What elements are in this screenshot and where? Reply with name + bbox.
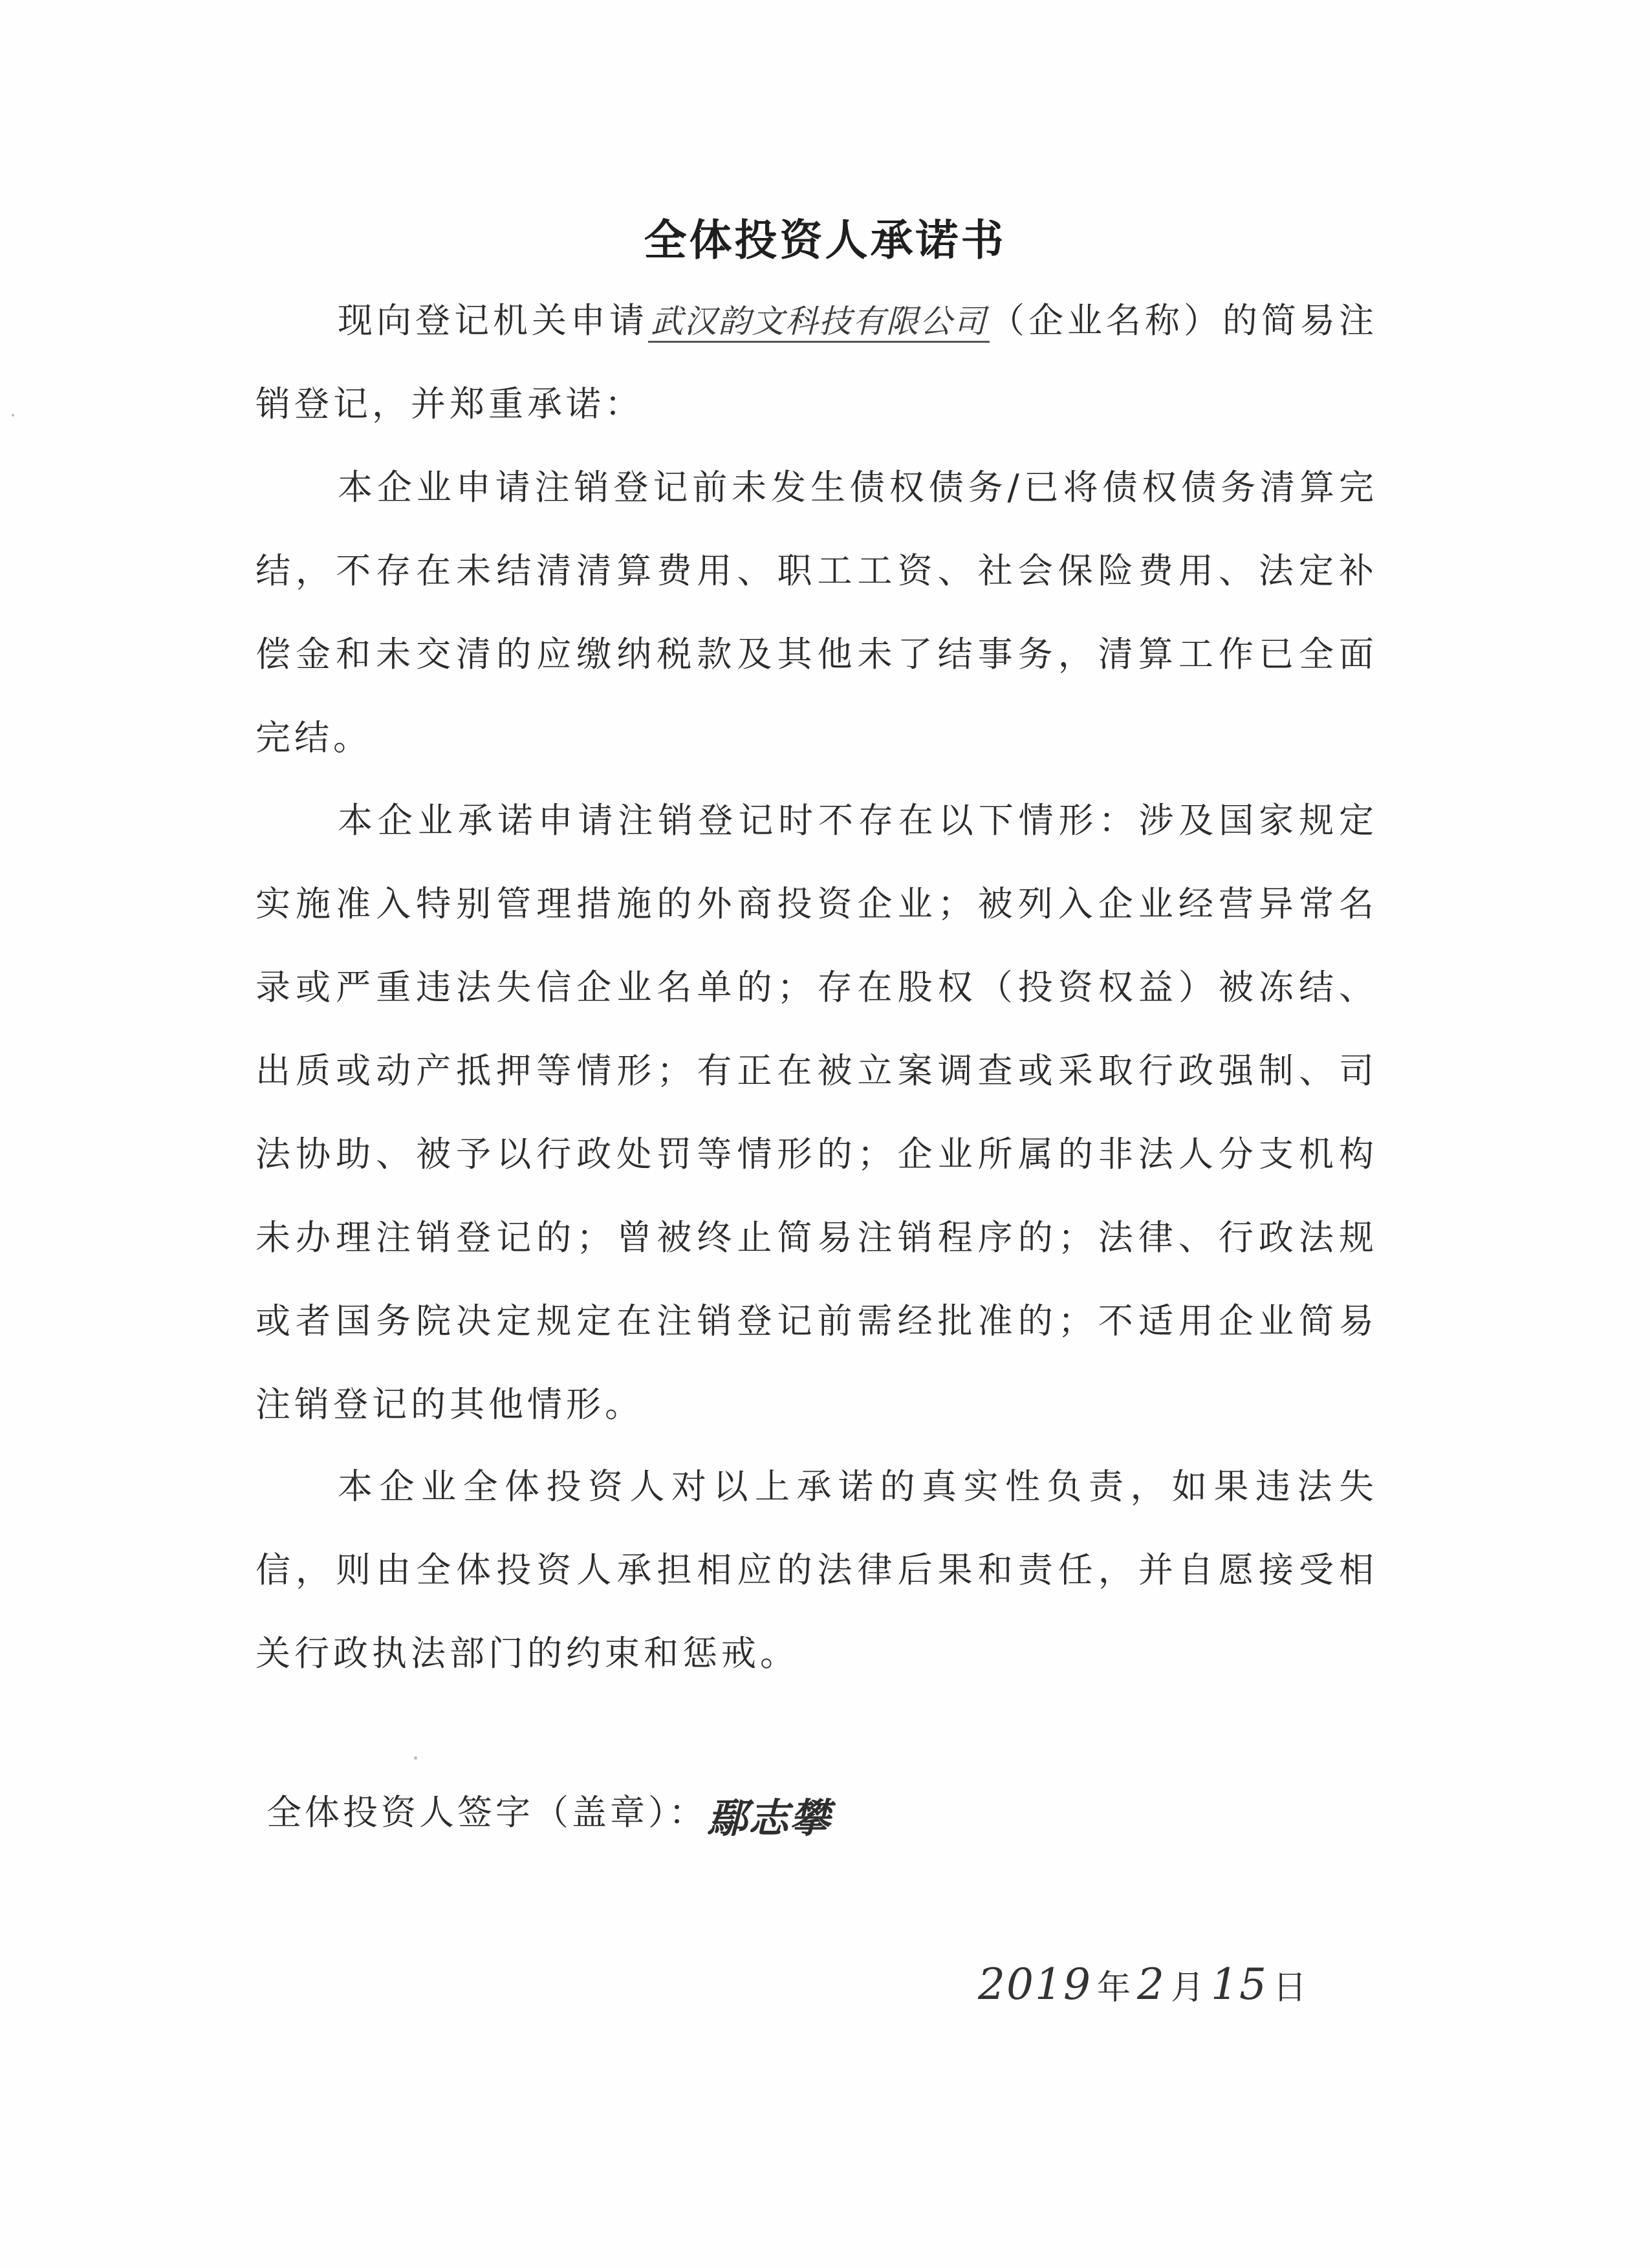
document-title: 全体投资人承诺书 bbox=[644, 215, 1006, 265]
date-month-char: 月 bbox=[1170, 1969, 1206, 2007]
paper-speck bbox=[12, 414, 14, 416]
paragraph-application-after: （企业名称）的简易注销登记，并郑重承诺： bbox=[255, 300, 1378, 424]
signature-line bbox=[266, 1785, 831, 1844]
signing-date bbox=[978, 1960, 1313, 2009]
date-year: 2019 bbox=[978, 1960, 1092, 2009]
date-year-char: 年 bbox=[1096, 1969, 1132, 2007]
paper-speck bbox=[414, 1756, 417, 1760]
date-day-char: 日 bbox=[1272, 1969, 1308, 2007]
paragraph-application bbox=[255, 279, 1378, 446]
paragraph-exclusions: 本企业承诺申请注销登记时不存在以下情形：涉及国家规定实施准入特别管理措施的外商投资企业；被列入企业经营异常名录或严重违法失信企业名单的；存在股权（投资权益）被冻结、出质或动产抵押等情形；有正在被立案调查或采取行政强制、司法协助、被予以行政处罚等情形的；企业所属的非法人分支机构未办理注销登记的；曾被终止简易注销程序的；法律、行政法规或者国务院决定规定在注销登记前需经批准的；不适用企业简易注销登记的其他情形。 bbox=[255, 800, 1378, 1425]
date-day: 15 bbox=[1211, 1960, 1268, 2009]
date-month: 2 bbox=[1136, 1960, 1166, 2009]
signature-label: 全体投资人签字（盖章）： bbox=[266, 1792, 707, 1833]
handwritten-signature: 鄢志攀 bbox=[707, 1794, 832, 1842]
paragraph-debts-settled: 本企业申请注销登记前未发生债权债务/已将债权债务清算完结，不存在未结清清算费用、职工工资、社会保险费用、法定补偿金和未交清的应缴纳税款及其他未了结事务，清算工作已全面完结。 bbox=[255, 467, 1378, 758]
paragraph-responsibility: 本企业全体投资人对以上承诺的真实性负责，如果违法失信，则由全体投资人承担相应的法律后果和责任，并自愿接受相关行政执法部门的约束和惩戒。 bbox=[255, 1466, 1378, 1674]
company-name-handwritten: 武汉韵文科技有限公司 bbox=[648, 302, 990, 343]
paragraph-application-before: 现向登记机关申请 bbox=[338, 300, 648, 341]
